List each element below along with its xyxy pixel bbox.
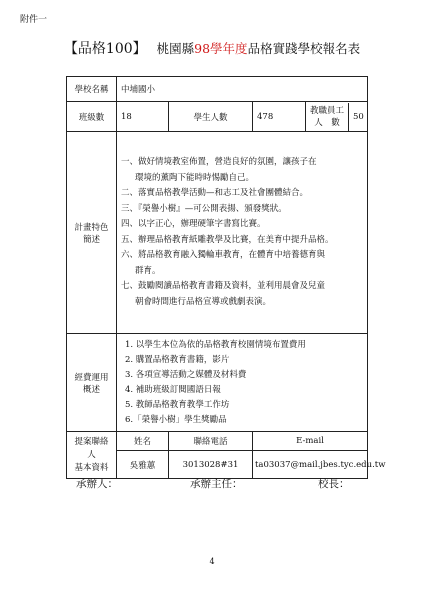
school-name-value: 中埔國小	[117, 77, 368, 102]
staff-cell	[306, 102, 368, 132]
students-label: 學生人數	[169, 102, 253, 132]
staff-value: 50	[353, 111, 364, 122]
expense-item: 5. 教師品格教育教學工作坊	[125, 399, 230, 410]
feature-line: 五、辦理品格教育紙雕教學及比賽，在美育中提升品格。	[121, 234, 334, 245]
form-title	[0, 38, 424, 58]
principal-label: 校長：	[318, 478, 350, 490]
contact-name-value: 吳雅蕙	[117, 451, 169, 479]
feature-line-cont: 環境的薰陶下能時時惕勵自己。	[135, 172, 255, 183]
feature-line: 三、『榮譽小樹』—可公開表揚、頒發獎狀。	[121, 203, 287, 214]
feature-line-cont: 朝會時間進行品格宣導或戲劇表演。	[135, 296, 272, 307]
contact-label	[67, 432, 117, 479]
feature-line: 一、做好情境教室佈置，營造良好的氛圍，讓孩子在	[121, 157, 317, 167]
title-school-year: 98學年度	[194, 41, 248, 56]
organizer-label: 承辦人：	[76, 478, 118, 490]
contact-email-value: ta03037@mail.jbes.tyc.edu.tw	[253, 451, 368, 479]
contact-name-header: 姓名	[117, 432, 169, 451]
expense-item: 1. 以學生本位為依的品格教育校園情境布置費用	[125, 339, 306, 350]
expense-item: 3. 各項宣導活動之媒體及材料費	[125, 369, 247, 380]
feature-line: 七、鼓勵閱讀品格教育書籍及資料，並利用晨會及兒童	[121, 281, 326, 291]
feature-line-cont: 群育。	[135, 265, 161, 276]
feature-line: 四、以字正心，辦理硬筆字書寫比賽。	[121, 219, 266, 229]
class-count-value: 18	[117, 102, 169, 132]
page-number: 4	[209, 557, 215, 566]
features-label: 計畫特色簡述	[67, 132, 117, 334]
director-label: 承辦主任：	[190, 478, 243, 490]
registration-form-table	[66, 76, 386, 479]
title-bracket-text: 【品格100】	[63, 41, 147, 57]
contact-phone-value: 3013028#31	[169, 451, 253, 479]
expenses-list	[117, 334, 368, 432]
feature-line: 六、將品格教育融入獨輪車教育，在體育中培養德育與	[121, 250, 326, 260]
expense-item: 2. 購置品格教育書籍，影片	[125, 354, 230, 365]
staff-label	[306, 103, 349, 131]
expenses-label: 經費運用概述	[67, 334, 117, 432]
class-count-label: 班級數	[67, 102, 117, 132]
title-form-name: 品格實踐學校報名表	[247, 41, 361, 56]
feature-line: 二、落實品格教學活動—和志工及社會團體結合。	[121, 188, 309, 198]
expense-item: 6.「榮譽小樹」學生獎勵品	[125, 414, 227, 425]
contact-label-line2: 基本資料	[74, 462, 109, 473]
title-county: 桃園縣	[156, 41, 195, 56]
contact-phone-header: 聯絡電話	[169, 432, 253, 451]
students-value: 478	[253, 102, 306, 132]
contact-email-header: E-mail	[253, 432, 368, 451]
staff-label-line2: 人 數	[314, 117, 340, 128]
expense-item: 4. 補助班級訂閱國語日報	[125, 384, 221, 395]
contact-label-line1: 提案聯絡人	[74, 436, 109, 460]
staff-label-line1: 教職員工	[309, 105, 344, 116]
attachment-label: 附件一	[20, 15, 48, 25]
signature-footer	[66, 476, 366, 492]
features-list	[117, 132, 368, 334]
school-name-label: 學校名稱	[67, 77, 117, 102]
